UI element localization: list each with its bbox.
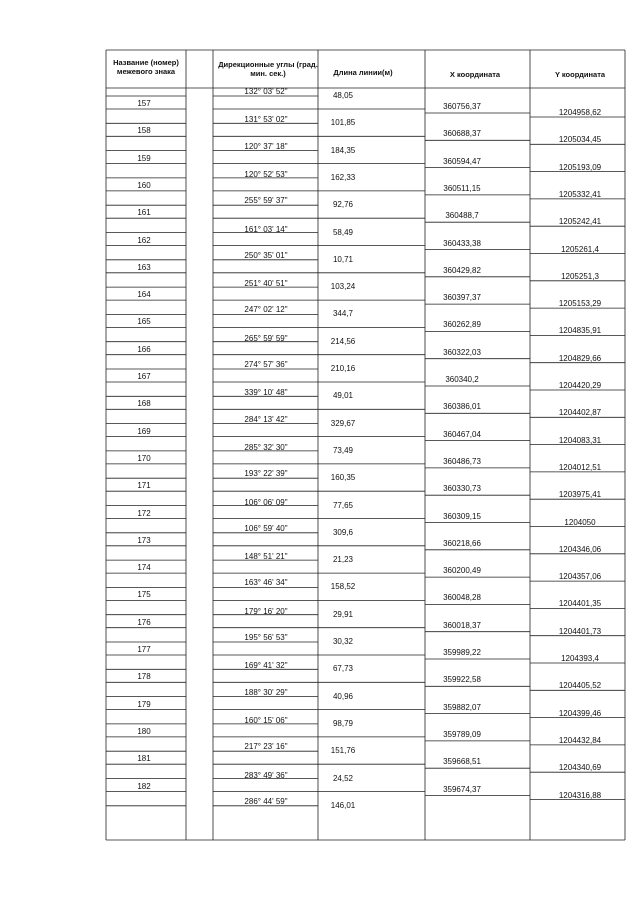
point-y-coordinate: 1204399,46	[558, 708, 602, 718]
segment-angle: 106° 59' 40"	[244, 523, 288, 533]
segment-angle: 193° 22' 39"	[244, 469, 288, 479]
point-x-coordinate: 360594,47	[443, 156, 481, 166]
point-y-coordinate: 1205193,09	[558, 162, 602, 172]
segment-length: 158,52	[330, 582, 356, 592]
point-y-coordinate: 1204958,62	[558, 108, 602, 117]
point-x-coordinate: 360048,28	[443, 593, 481, 603]
point-name: 167	[137, 372, 151, 381]
segment-length: 58,49	[332, 227, 354, 237]
segment-angle: 274° 57' 36"	[244, 360, 288, 369]
segment-angle: 265° 59' 59"	[244, 333, 288, 343]
segment-length: 49,01	[332, 391, 354, 401]
segment-length: 29,91	[332, 609, 354, 619]
segment-angle: 132° 03' 52"	[244, 87, 288, 96]
segment-length: 98,79	[332, 718, 354, 728]
point-x-coordinate: 359789,09	[443, 729, 481, 739]
point-name: 165	[137, 317, 151, 327]
point-name: 168	[137, 399, 151, 409]
point-y-coordinate: 1204420,29	[558, 381, 602, 390]
segment-length: 160,35	[330, 473, 356, 483]
point-name: 162	[137, 235, 151, 245]
segment-angle: 251° 40' 51"	[244, 279, 288, 289]
point-x-coordinate: 359674,37	[443, 784, 481, 794]
segment-angle: 250° 35' 01"	[244, 250, 288, 260]
point-x-coordinate: 360756,37	[443, 102, 481, 111]
segment-angle: 120° 37' 18"	[244, 141, 288, 151]
point-x-coordinate: 360218,66	[443, 538, 481, 548]
segment-length: 73,49	[332, 445, 354, 455]
point-x-coordinate: 360340,2	[445, 375, 479, 384]
segment-length: 10,71	[332, 254, 354, 264]
point-name: 171	[137, 481, 151, 491]
point-name: 181	[137, 754, 151, 764]
point-name: 169	[137, 426, 151, 436]
point-y-coordinate: 1204316,88	[558, 790, 602, 800]
segment-angle: 285° 32' 30"	[244, 442, 288, 452]
segment-length: 184,35	[330, 145, 356, 155]
point-x-coordinate: 360018,37	[443, 620, 481, 630]
point-name: 158	[137, 126, 151, 136]
segment-angle: 217° 23' 16"	[244, 742, 288, 752]
point-y-coordinate: 1204012,51	[558, 462, 602, 472]
point-x-coordinate: 359882,07	[443, 702, 481, 712]
point-name: 174	[137, 563, 151, 573]
point-name: 182	[137, 781, 151, 791]
point-x-coordinate: 360262,89	[443, 320, 481, 330]
point-y-coordinate: 1203975,41	[558, 490, 602, 500]
point-x-coordinate: 360200,49	[443, 566, 481, 576]
segment-length: 40,96	[332, 691, 354, 701]
segment-angle: 131° 53' 02"	[244, 115, 288, 125]
point-y-coordinate: 1205153,29	[558, 299, 602, 309]
point-y-coordinate: 1204432,84	[558, 735, 602, 745]
point-name: 179	[137, 699, 151, 709]
point-name: 175	[137, 590, 151, 600]
point-y-coordinate: 1205251,3	[561, 271, 599, 281]
point-y-coordinate: 1205034,45	[558, 135, 602, 145]
point-y-coordinate: 1204835,91	[558, 326, 602, 336]
point-y-coordinate: 1204393,4	[561, 654, 599, 663]
segment-angle: 255° 59' 37"	[244, 196, 288, 206]
point-name: 160	[137, 180, 151, 190]
point-name: 176	[137, 617, 151, 627]
point-x-coordinate: 359668,51	[443, 757, 481, 767]
point-name: 159	[137, 153, 151, 163]
header-angle: Дирекционные углы (град. мин. сек.)	[218, 60, 318, 78]
point-x-coordinate: 360322,03	[443, 347, 481, 357]
point-x-coordinate: 360429,82	[443, 265, 481, 275]
segment-angle: 106° 06' 09"	[244, 497, 288, 507]
point-x-coordinate: 360386,01	[443, 402, 481, 412]
segment-length: 146,01	[330, 800, 356, 810]
segment-angle: 286° 44' 59"	[244, 796, 288, 806]
point-y-coordinate: 1204050	[564, 517, 596, 527]
point-x-coordinate: 360488,7	[445, 211, 479, 221]
point-name: 177	[137, 645, 151, 654]
segment-length: 30,32	[332, 637, 354, 646]
point-x-coordinate: 360486,73	[443, 456, 481, 466]
point-name: 163	[137, 262, 151, 272]
point-y-coordinate: 1204829,66	[558, 353, 602, 363]
point-x-coordinate: 360309,15	[443, 511, 481, 521]
point-y-coordinate: 1204357,06	[558, 572, 602, 582]
segment-length: 210,16	[330, 364, 356, 373]
segment-length: 24,52	[332, 773, 354, 783]
segment-angle: 247° 02' 12"	[244, 305, 288, 315]
segment-angle: 195° 56' 53"	[244, 633, 288, 642]
segment-angle: 120° 52' 53"	[244, 169, 288, 179]
point-y-coordinate: 1204340,69	[558, 763, 602, 773]
header-name: Название (номер) межевого знака	[113, 58, 179, 76]
point-y-coordinate: 1205261,4	[561, 244, 599, 254]
segment-angle: 188° 30' 29"	[244, 687, 288, 697]
point-name: 161	[137, 208, 151, 218]
segment-angle: 148° 51' 21"	[244, 552, 288, 562]
segment-angle: 169° 41' 32"	[244, 661, 288, 671]
point-name: 157	[137, 99, 151, 108]
point-name: 180	[137, 726, 151, 736]
segment-length: 101,85	[330, 118, 356, 128]
segment-angle: 283° 49' 36"	[244, 770, 288, 780]
segment-length: 21,23	[332, 555, 354, 565]
segment-length: 77,65	[332, 500, 354, 510]
point-y-coordinate: 1204083,31	[558, 435, 602, 445]
point-name: 172	[137, 508, 151, 518]
segment-length: 48,05	[332, 91, 354, 100]
point-name: 173	[137, 535, 151, 545]
point-x-coordinate: 360397,37	[443, 293, 481, 303]
segment-angle: 284° 13' 42"	[244, 414, 288, 424]
segment-angle: 160° 15' 06"	[244, 715, 288, 725]
segment-length: 92,76	[332, 200, 354, 210]
header-x: X координата	[449, 70, 501, 79]
point-name: 170	[137, 453, 151, 463]
segment-length: 151,76	[330, 746, 356, 756]
segment-length: 103,24	[330, 282, 356, 292]
segment-angle: 161° 03' 14"	[244, 224, 288, 234]
point-y-coordinate: 1204402,87	[558, 408, 602, 418]
point-y-coordinate: 1204401,73	[558, 626, 602, 636]
point-name: 164	[137, 290, 151, 300]
point-y-coordinate: 1205332,41	[558, 189, 602, 199]
header-y: Y координата	[554, 70, 606, 79]
point-y-coordinate: 1204346,06	[558, 544, 602, 554]
segment-length: 67,73	[332, 664, 354, 674]
header-length: Длина линии(м)	[333, 68, 393, 77]
segment-length: 309,6	[332, 527, 354, 537]
segment-length: 162,33	[330, 172, 356, 182]
point-name: 166	[137, 344, 151, 354]
point-x-coordinate: 360511,15	[443, 183, 481, 193]
point-x-coordinate: 359922,58	[443, 675, 481, 685]
segment-angle: 339° 10' 48"	[244, 388, 288, 398]
segment-length: 329,67	[330, 418, 356, 428]
segment-angle: 179° 16' 20"	[244, 606, 288, 616]
point-y-coordinate: 1205242,41	[558, 217, 602, 227]
segment-length: 344,7	[332, 309, 354, 319]
point-y-coordinate: 1204405,52	[558, 681, 602, 691]
point-y-coordinate: 1204401,35	[558, 599, 602, 609]
point-x-coordinate: 360467,04	[443, 429, 481, 439]
point-x-coordinate: 360433,38	[443, 238, 481, 248]
point-x-coordinate: 360330,73	[443, 484, 481, 494]
segment-length: 214,56	[330, 336, 356, 346]
point-x-coordinate: 359989,22	[443, 648, 481, 657]
point-x-coordinate: 360688,37	[443, 129, 481, 139]
point-name: 178	[137, 672, 151, 682]
segment-angle: 163° 46' 34"	[244, 578, 288, 588]
